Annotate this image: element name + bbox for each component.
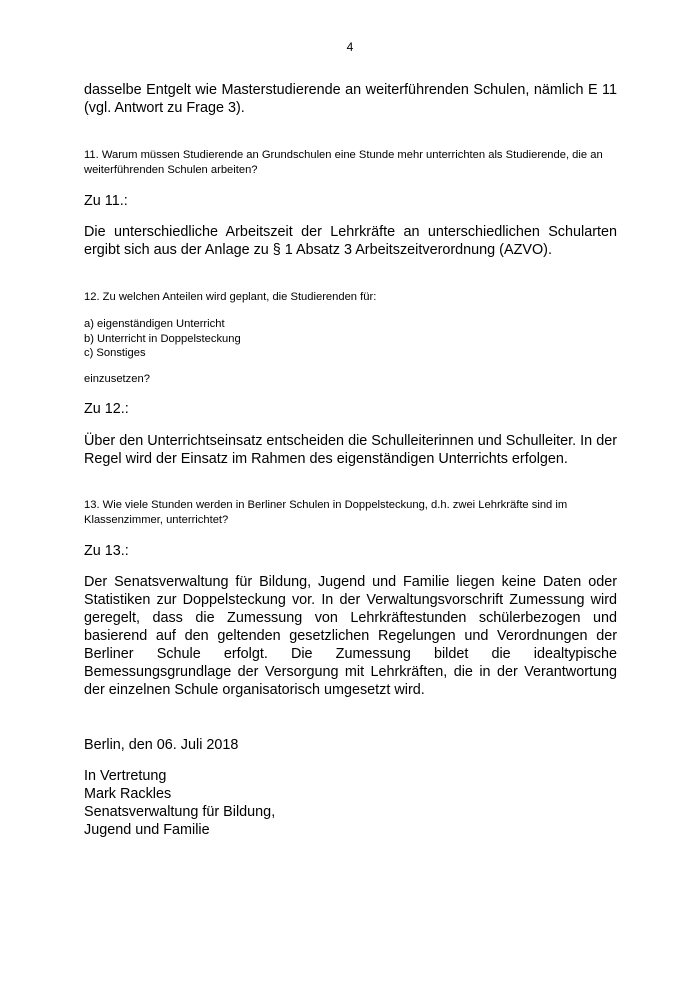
answer-label-11: Zu 11.: [84,193,128,209]
answer-11: Die unterschiedliche Arbeitszeit der Lehrkräfte an unterschiedlichen Schularten ergibt sich aus der Anlage zu § 1 Absatz 3 Arbeitszeitverordnung (AZVO). [84,224,617,258]
question-12-end: einzusetzen? [84,373,150,385]
signature-name: Mark Rackles [84,786,172,802]
question-11: 11. Warum müssen Studierende an Grundschulen eine Stunde mehr unterrichten als Studierende, die an weiterführenden Schulen arbeiten? [84,149,603,176]
question-12: 12. Zu welchen Anteilen wird geplant, die Studierenden für: [84,291,377,303]
answer-label-13: Zu 13.: [84,543,129,559]
question-13: 13. Wie viele Stunden werden in Berliner Schulen in Doppelsteckung, d.h. zwei Lehrkräfte sind im Klassenzimmer, unterrichtet? [84,499,568,526]
page-number: 4 [346,40,354,54]
place-date: Berlin, den 06. Juli 2018 [84,737,239,753]
intro-paragraph: dasselbe Entgelt wie Masterstudierende an weiterführenden Schulen, nämlich E 11 (vgl. Antwort zu Frage 3). [84,82,617,116]
answer-label-12: Zu 12.: [84,401,129,417]
signature-line: In Vertretung [84,768,167,784]
signature-office-cont: Jugend und Familie [84,822,210,838]
answer-12: Über den Unterrichtseinsatz entscheiden die Schulleiterinnen und Schulleiter. In der Regel wird der Einsatz im Rahmen des eigenständigen Unterrichts erfolgen. [84,433,617,467]
option-a: a) eigenständigen Unterricht [84,318,225,330]
question-12-options [84,317,617,361]
signature-office: Senatsverwaltung für Bildung, [84,804,276,820]
signature-block [84,767,617,839]
answer-13: Der Senatsverwaltung für Bildung, Jugend und Familie liegen keine Daten oder Statistiken zur Doppelsteckung vor. In der Verwaltungsvorschrift Zumessung wird geregelt, dass die Zumessung von Lehrkräftestunden schülerbezogen und basierend auf den geltenden gesetzlichen Regelungen und Verordnungen der Berliner Schule erfolgt. Die Zumessung bildet die idealtypische Bemessungsgrundlage der Versorgung mit Lehrkräften, die in der Verantwortung der einzelnen Schule organisatorisch umgesetzt wird. [84,574,617,698]
option-b: b) Unterricht in Doppelsteckung [84,332,241,345]
option-c: c) Sonstiges [84,347,146,359]
